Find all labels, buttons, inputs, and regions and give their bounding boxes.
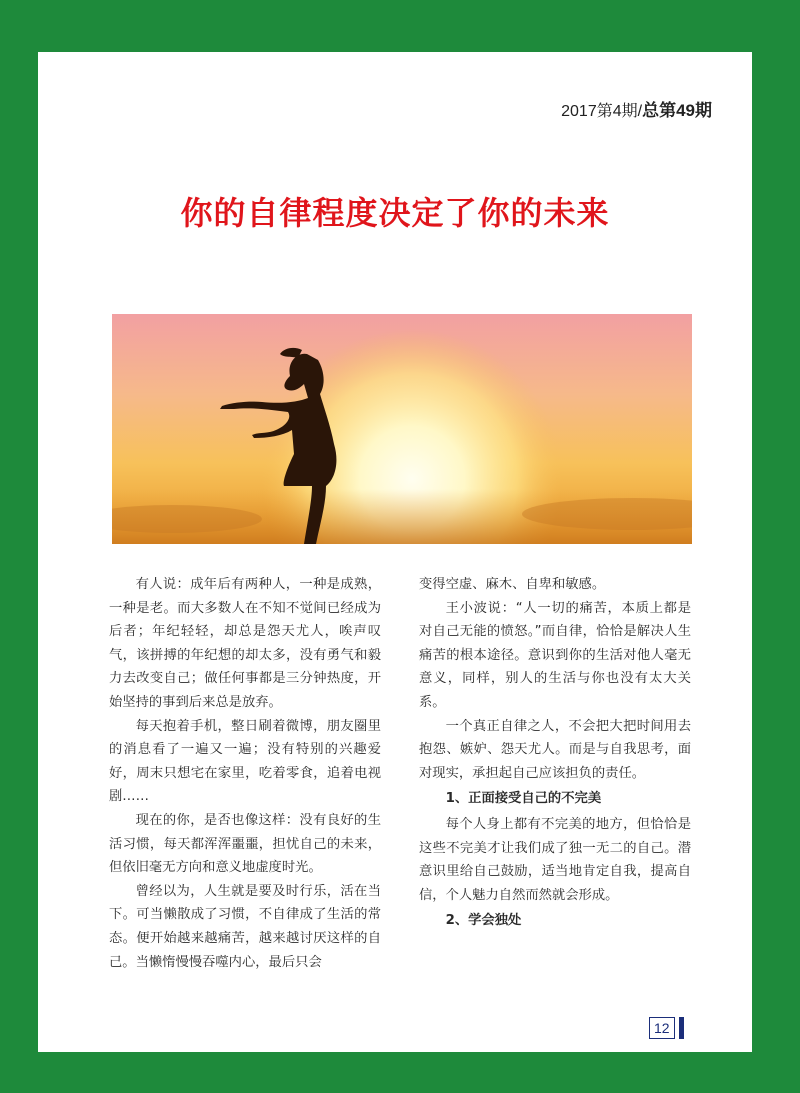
right-paragraph: 一个真正自律之人，不会把大把时间用去抱怨、嫉妒、怨天尤人。而是与自我思考，面对现实，承担起自己应该担负的责任。 — [419, 718, 691, 781]
right-paragraph: 王小波说：“人一切的痛苦，本质上都是对自己无能的愤怒。”而自律，恰恰是解决人生痛苦的根本途径。意识到你的生活对他人毫无意义，同样，别人的生活与你也没有太大关系。 — [419, 600, 691, 710]
left-paragraph: 有人说：成年后有两种人，一种是成熟，一种是老。而大多数人在不知不觉间已经成为后者；年纪轻轻，却总是怨天尤人，唉声叹气，该拼搏的年纪想的却太多，没有勇气和毅力去改变自己；做任何事都是三分钟热度，开始坚持的事到后来总是放弃。 — [109, 577, 381, 710]
page-number-box — [649, 1017, 684, 1039]
issue-prefix: 2017第4期/ — [561, 103, 643, 120]
issue-label — [561, 96, 712, 121]
left-column — [109, 573, 381, 974]
section-heading: 2、学会独处 — [445, 913, 522, 929]
magazine-page — [38, 52, 752, 1052]
page-number: 12 — [649, 1017, 675, 1039]
right-paragraph: 变得空虚、麻木、自卑和敏感。 — [419, 577, 606, 592]
left-paragraph: 现在的你，是否也像这样：没有良好的生活习惯，每天都浑浑噩噩，担忧自己的未来，但依旧毫无方向和意义地虚度时光。 — [109, 812, 381, 876]
right-paragraph: 每个人身上都有不完美的地方，但恰恰是这些不完美才让我们成了独一无二的自己。潜意识里给自己鼓励，适当地肯定自我，提高自信，个人魅力自然而然就会形成。 — [419, 816, 691, 903]
issue-total: 总第49期 — [642, 101, 712, 120]
left-paragraph: 每天抱着手机，整日刷着微博，朋友圈里的消息看了一遍又一遍；没有特别的兴趣爱好，周末只想宅在家里，吃着零食，追着电视剧…… — [109, 718, 381, 805]
page-number-bar — [679, 1017, 684, 1039]
section-heading: 1、正面接受自己的不完美 — [445, 791, 602, 807]
article-title: 你的自律程度决定了你的未来 — [180, 194, 610, 232]
right-column — [419, 573, 691, 935]
sunset-photo — [112, 314, 692, 544]
left-paragraph: 曾经以为，人生就是要及时行乐，活在当下。可当懒散成了习惯，不自律成了生活的常态。便开始越来越痛苦，越来越讨厌这样的自己。当懒惰慢慢吞噬内心，最后只会 — [109, 883, 381, 970]
